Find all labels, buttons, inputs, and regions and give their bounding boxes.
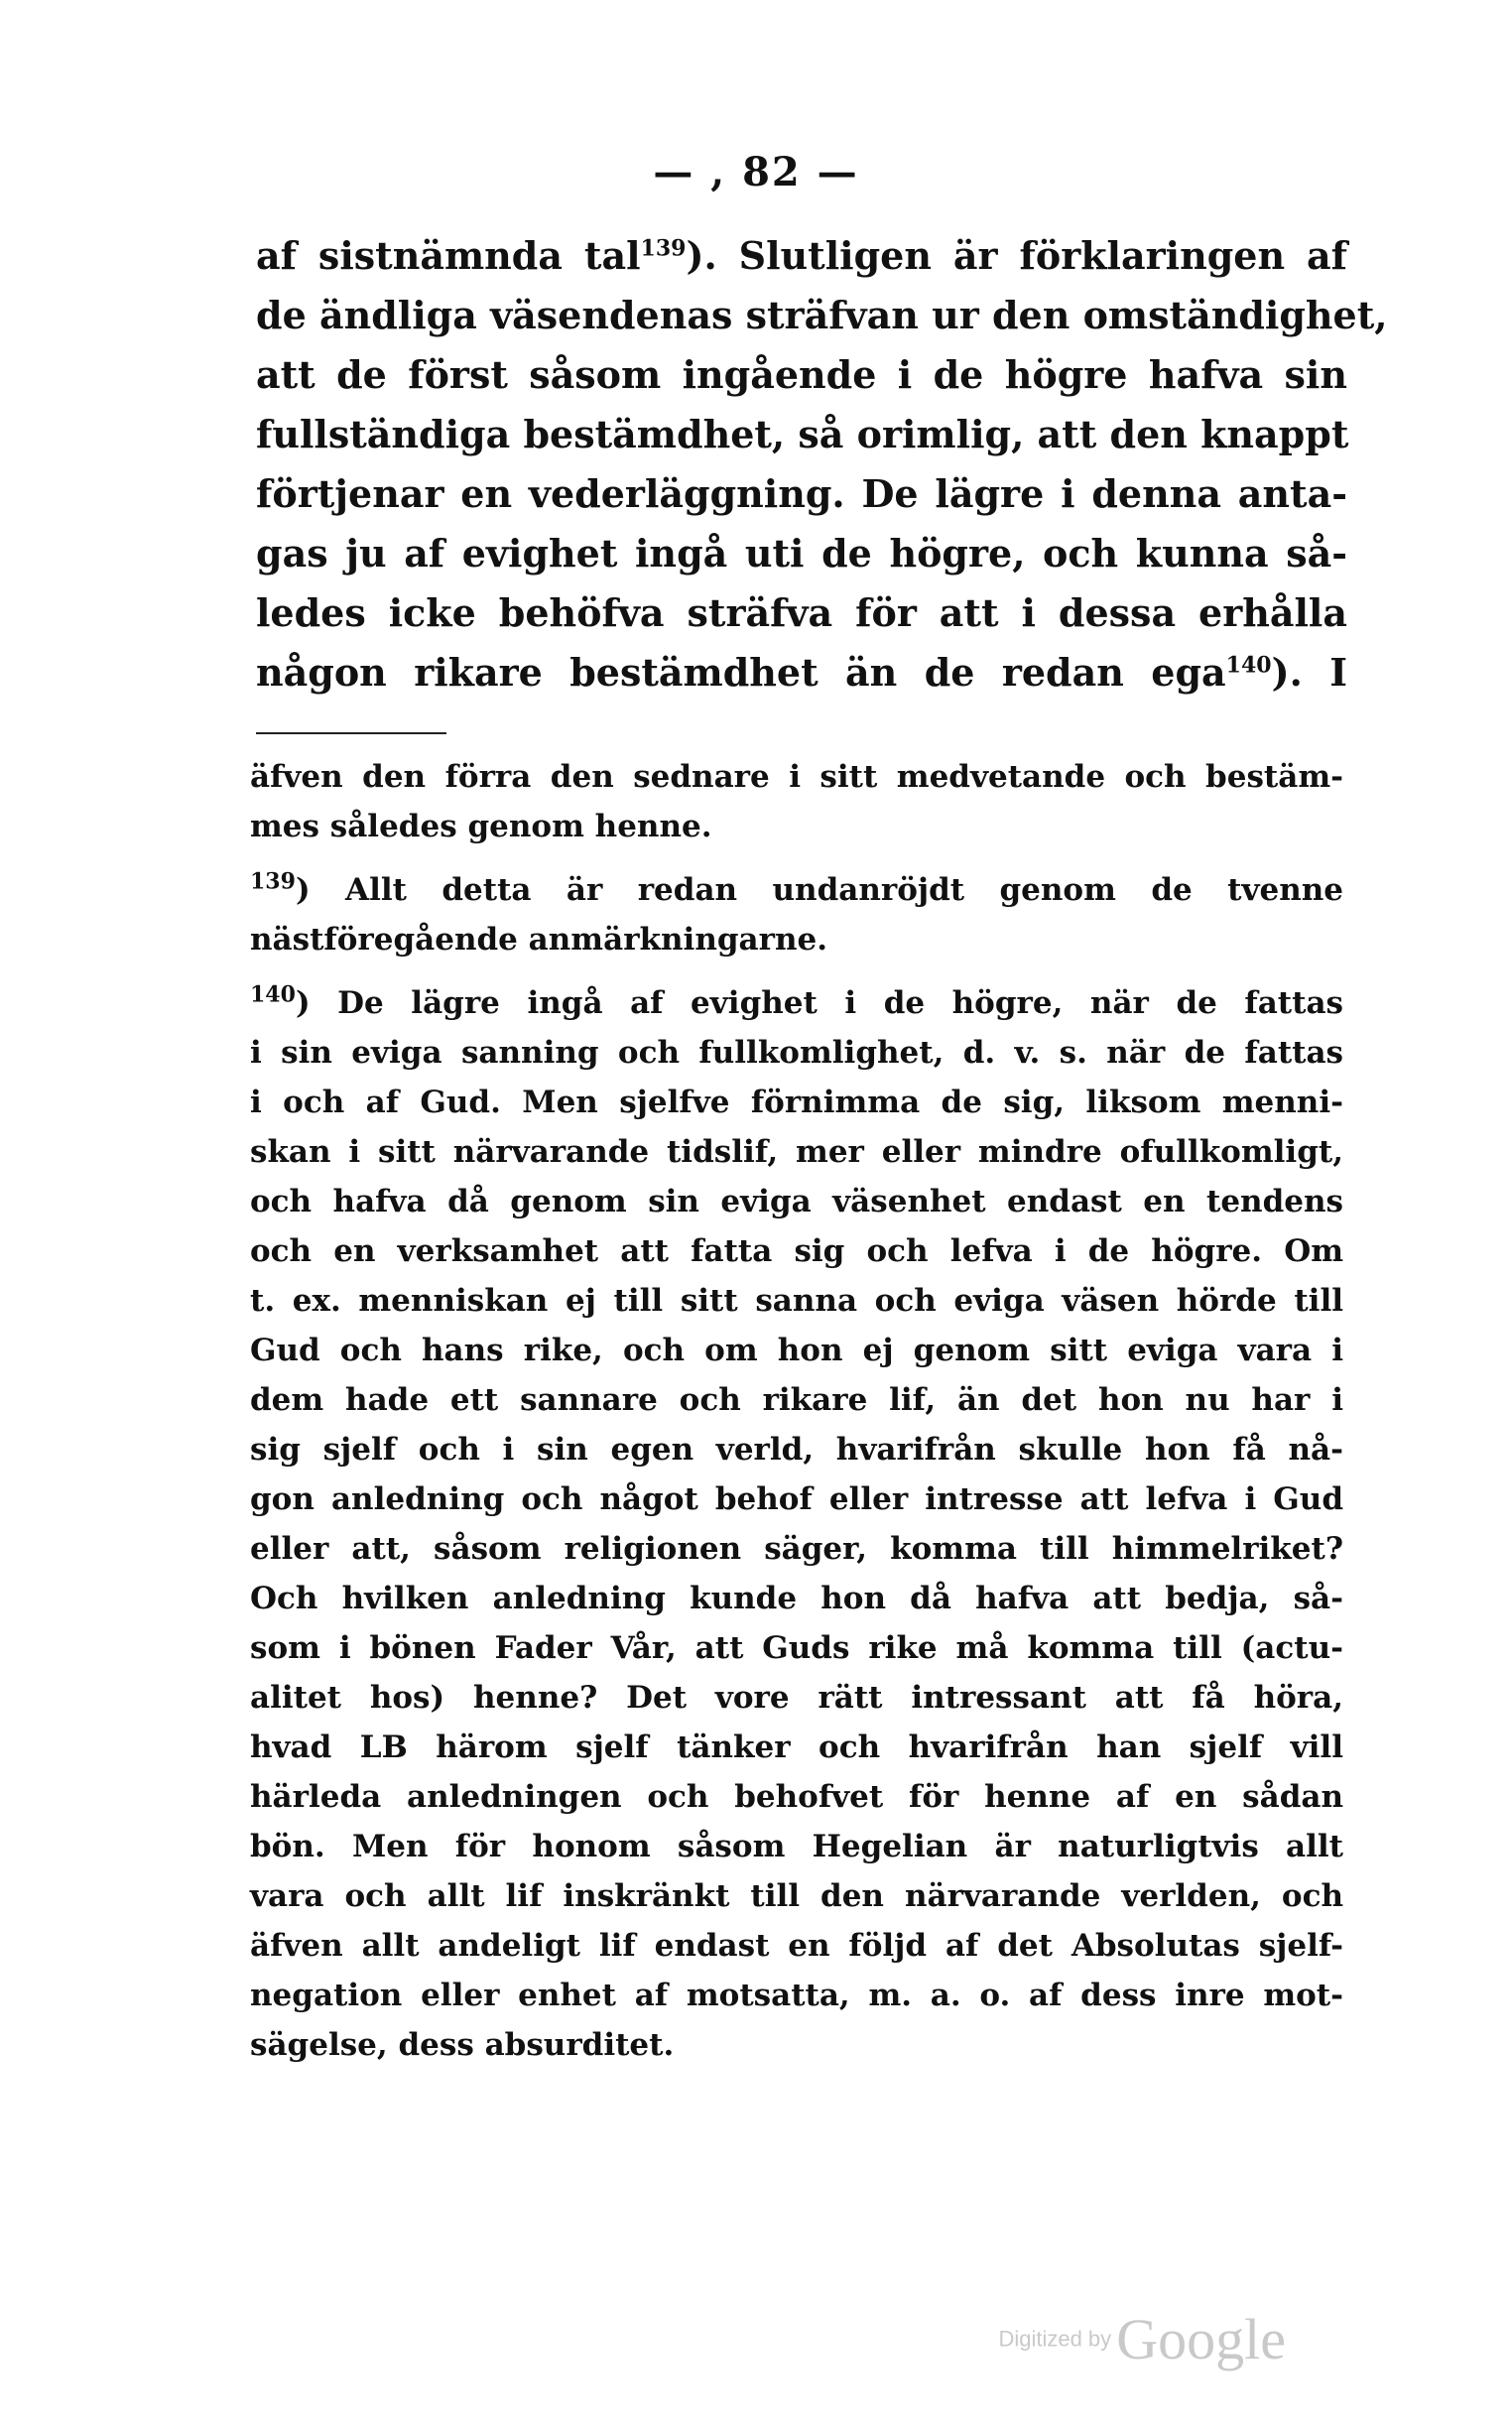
main-text-block	[256, 226, 1388, 703]
footnote-line: i och af Gud. Men sjelfve förnimma de sig, liksom menni-	[250, 1085, 1343, 1120]
text-line: någon rikare bestämdhet än de redan ega$^{140}$). I	[256, 650, 1347, 695]
footnote-line: negation eller enhet af motsatta, m. a. o. af dess inre mot-	[250, 1978, 1343, 2013]
footnote-line: dem hade ett sannare och rikare lif, än det hon nu har i	[250, 1382, 1343, 1418]
footnote-line: Och hvilken anledning kunde hon då hafva att bedja, så-	[250, 1581, 1343, 1616]
footnote-line: sägelse, dess absurditet.	[250, 2027, 675, 2063]
footnote-line: vara och allt lif inskränkt till den närvarande verlden, och	[250, 1878, 1343, 1914]
footnote-continuation	[250, 752, 1343, 851]
page-number: — , 82 —	[653, 149, 859, 195]
footnote-line: som i bönen Fader Vår, att Guds rike må komma till (actu-	[250, 1630, 1343, 1666]
text-line: ledes icke behöfva sträfva för att i dessa erhålla	[256, 590, 1347, 635]
footnote-line: nästföregående anmärkningarne.	[250, 922, 828, 958]
digitized-watermark	[998, 2306, 1286, 2372]
footnote-marker: 140	[250, 981, 296, 1008]
footnote-line: skan i sitt närvarande tidslif, mer eller mindre ofullkomligt,	[250, 1134, 1343, 1170]
text-line: fullständiga bestämdhet, så orimlig, att den knappt	[256, 412, 1349, 456]
footnote-line: gon anledning och något behof eller intresse att lefva i Gud	[250, 1481, 1343, 1517]
footnote-line: Gud och hans rike, och om hon ej genom sitt eviga vara i	[250, 1333, 1343, 1368]
footnote-line: äfven den förra den sednare i sitt medvetande och bestäm-	[250, 759, 1343, 795]
footnote-line: $^{140}$) De lägre ingå af evighet i de högre, när de fattas	[250, 981, 1343, 1021]
watermark-prefix: Digitized by	[998, 2326, 1112, 2352]
footnote-line: eller att, såsom religionen säger, komma till himmelriket?	[250, 1531, 1343, 1567]
footnote-line: t. ex. menniskan ej till sitt sanna och eviga väsen hörde till	[250, 1283, 1343, 1319]
footnote-line: i sin eviga sanning och fullkomlighet, d. v. s. när de fattas	[250, 1035, 1343, 1071]
text-line: af sistnämnda tal$^{139}$). Slutligen är förklaringen af	[256, 233, 1347, 278]
footnotes-block	[250, 752, 1343, 2070]
text-line: förtjenar en vederläggning. De lägre i denna anta-	[256, 471, 1347, 516]
footnote-line: och hafva då genom sin eviga väsenhet endast en tendens	[250, 1184, 1343, 1219]
text-line: de ändliga väsendenas sträfvan ur den omständighet,	[256, 293, 1388, 337]
footnote-line: äfven allt andeligt lif endast en följd af det Absolutas sjelf-	[250, 1928, 1343, 1964]
footnote-line: bön. Men för honom såsom Hegelian är naturligtvis allt	[250, 1829, 1343, 1864]
footnote-line: alitet hos) henne? Det vore rätt intressant att få höra,	[250, 1680, 1343, 1716]
footnote-divider	[256, 732, 446, 734]
footnote-line: mes således genom henne.	[250, 809, 712, 844]
footnote-140	[250, 978, 1343, 2070]
text-line: att de först såsom ingående i de högre hafva sin	[256, 352, 1347, 397]
footnote-139	[250, 865, 1343, 964]
footnote-line: sig sjelf och i sin egen verld, hvarifrån skulle hon få nå-	[250, 1432, 1343, 1468]
footnote-line: härleda anledningen och behofvet för henne af en sådan	[250, 1779, 1343, 1815]
footnote-ref: 139	[640, 235, 687, 262]
footnote-marker: 139	[250, 868, 296, 895]
footnote-line: $^{139}$) Allt detta är redan undanröjdt genom de tvenne	[250, 868, 1343, 908]
footnote-line: och en verksamhet att fatta sig och lefva i de högre. Om	[250, 1233, 1343, 1269]
footnote-line: hvad LB härom sjelf tänker och hvarifrån han sjelf vill	[250, 1729, 1343, 1765]
text-line: gas ju af evighet ingå uti de högre, och kunna så-	[256, 531, 1347, 576]
footnote-ref: 140	[1225, 652, 1272, 679]
google-logo: Google	[1116, 2307, 1286, 2371]
